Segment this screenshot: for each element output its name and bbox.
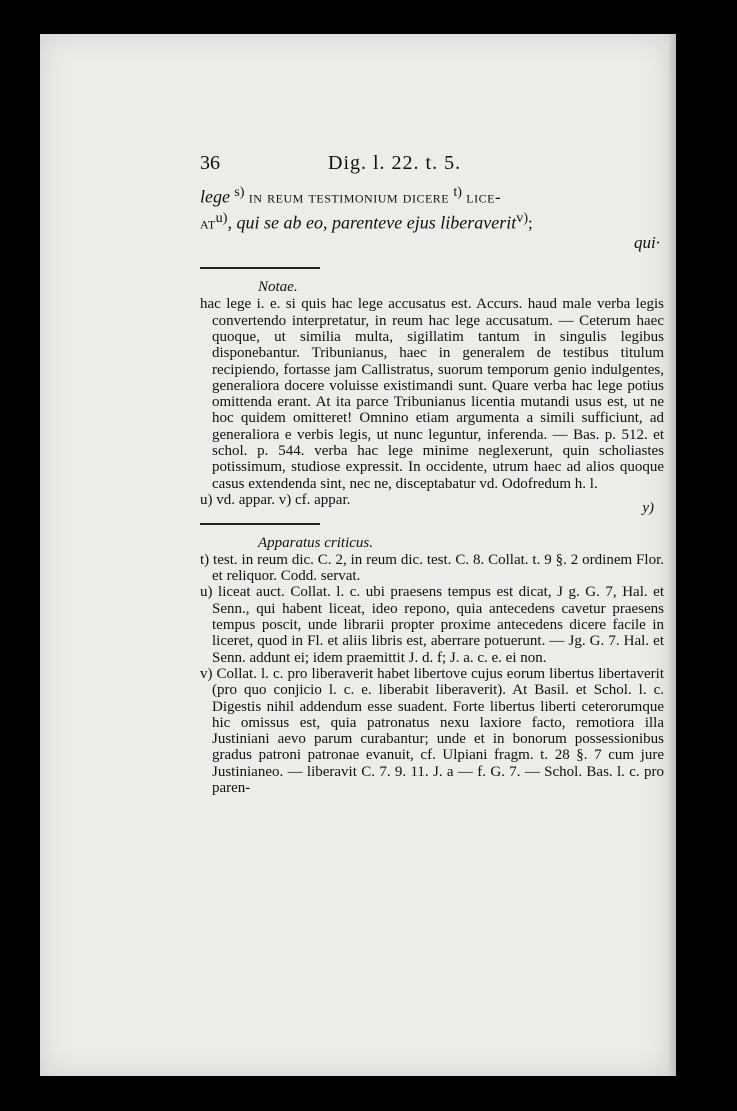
note-uv-text: u) vd. appar. v) cf. appar. (200, 491, 351, 508)
page-title: Dig. l. 22. t. 5. (328, 152, 462, 174)
footnote-mark-u: u) (215, 209, 228, 226)
footnote-mark-v: v) (516, 209, 529, 226)
footnote-mark-s: s) (234, 184, 245, 200)
section-divider-2 (200, 523, 320, 525)
notae-section (200, 279, 664, 516)
apparatus-section (200, 535, 664, 796)
law-word-lege: lege (200, 186, 230, 207)
note-s (200, 296, 664, 492)
section-divider (200, 267, 320, 269)
note-uv (200, 491, 664, 516)
footnote-mark-t: t) (453, 184, 463, 200)
apparatus-v: v) Collat. l. c. pro liberaverit habet libertove cujus eorum libertus libertaverit (pro quo conjicio l. c. e. liberabit liberaverit). At Basil. et Schol. l. c. Digestis nihil addendum esse suadent. Forte libertus liberti ceterorumque hic omissus est, quia patronatus nexu laxiore facto, remotiora illa Justiniani aevo parum curabantur; unde et in bonorum possessionibus gradus patroni patronae evanuit, cf. Ulpiani fragm. t. 28 §. 7 cum jure Justinianeo. — liberavit C. 7. 9. 11. J. a — f. G. 7. — Schol. Bas. l. c. pro paren- (200, 665, 664, 797)
law-italic-clause: , qui se ab eo, parenteve ejus liberaverit (227, 212, 517, 233)
law-caps-at: at (200, 213, 216, 233)
law-caps-lice: lice- (466, 187, 502, 207)
catchword-y: y) (642, 499, 654, 516)
running-header (200, 152, 664, 178)
law-text (200, 182, 664, 253)
law-line-3: qui· (634, 233, 660, 253)
page-number: 36 (200, 152, 220, 174)
apparatus-t: t) test. in reum dic. C. 2, in reum dic. test. C. 8. Collat. t. 9 §. 2 ordinem Flor. et reliquor. Codd. servat. (200, 551, 664, 585)
apparatus-u: u) liceat auct. Collat. l. c. ubi praesens tempus est dicat, J g. G. 7, Hal. et Senn., qui habent liceat, ideo repono, quia antecedens cavetur praesens tempus poscit, unde librarii propter proxime antecedens dicere facile in liceret, quod in Fl. et aliis libris est, aberrare potuerunt. — Jg. G. 7. Hal. et Senn. addunt ei; idem praemittit J. d. f; J. a. c. e. ei non. (200, 584, 664, 666)
law-caps-1: in reum testimonium dicere (248, 187, 450, 207)
law-semicolon: ; (528, 213, 533, 233)
law-line-1 (200, 182, 664, 208)
apparatus-title: Apparatus criticus. (258, 534, 373, 551)
law-line-2 (200, 208, 664, 234)
notae-title: Notae. (258, 279, 298, 296)
note-s-text: hac lege i. e. si quis hac lege accusatus est. Accurs. haud male verba legis convertendo interpretatur, in reum hac lege accusatum. — Ceterum haec quoque, ut similia multa, sigillatim tantum in singulis legibus disponebantur. Tribunianus, haec in generalem de testibus titulum recipiendo, fortasse jam Callistratus, suorum temporum genio indulgentes, generaliora docere voluisse existimandi sunt. Quare verba hac lege potius omittenda erant. At ita parce Tribunianus licentia mutandi usus est, ut ne hoc quidem omitteret! Omnino etiam argumenta a simili sufficiunt, ad generaliora e verbis legis, ut nunc leguntur, inferenda. — Bas. p. 512. et schol. p. 544. verba hac lege minime neglexerunt, quin scholiastes potissimum, studiose expressit. In occidente, utrum haec ad alios quoque casus extendenda sint, nec ne, disceptabatur vd. Odofredum h. l. (200, 296, 664, 492)
book-page (40, 34, 670, 1076)
page-content (200, 152, 664, 796)
